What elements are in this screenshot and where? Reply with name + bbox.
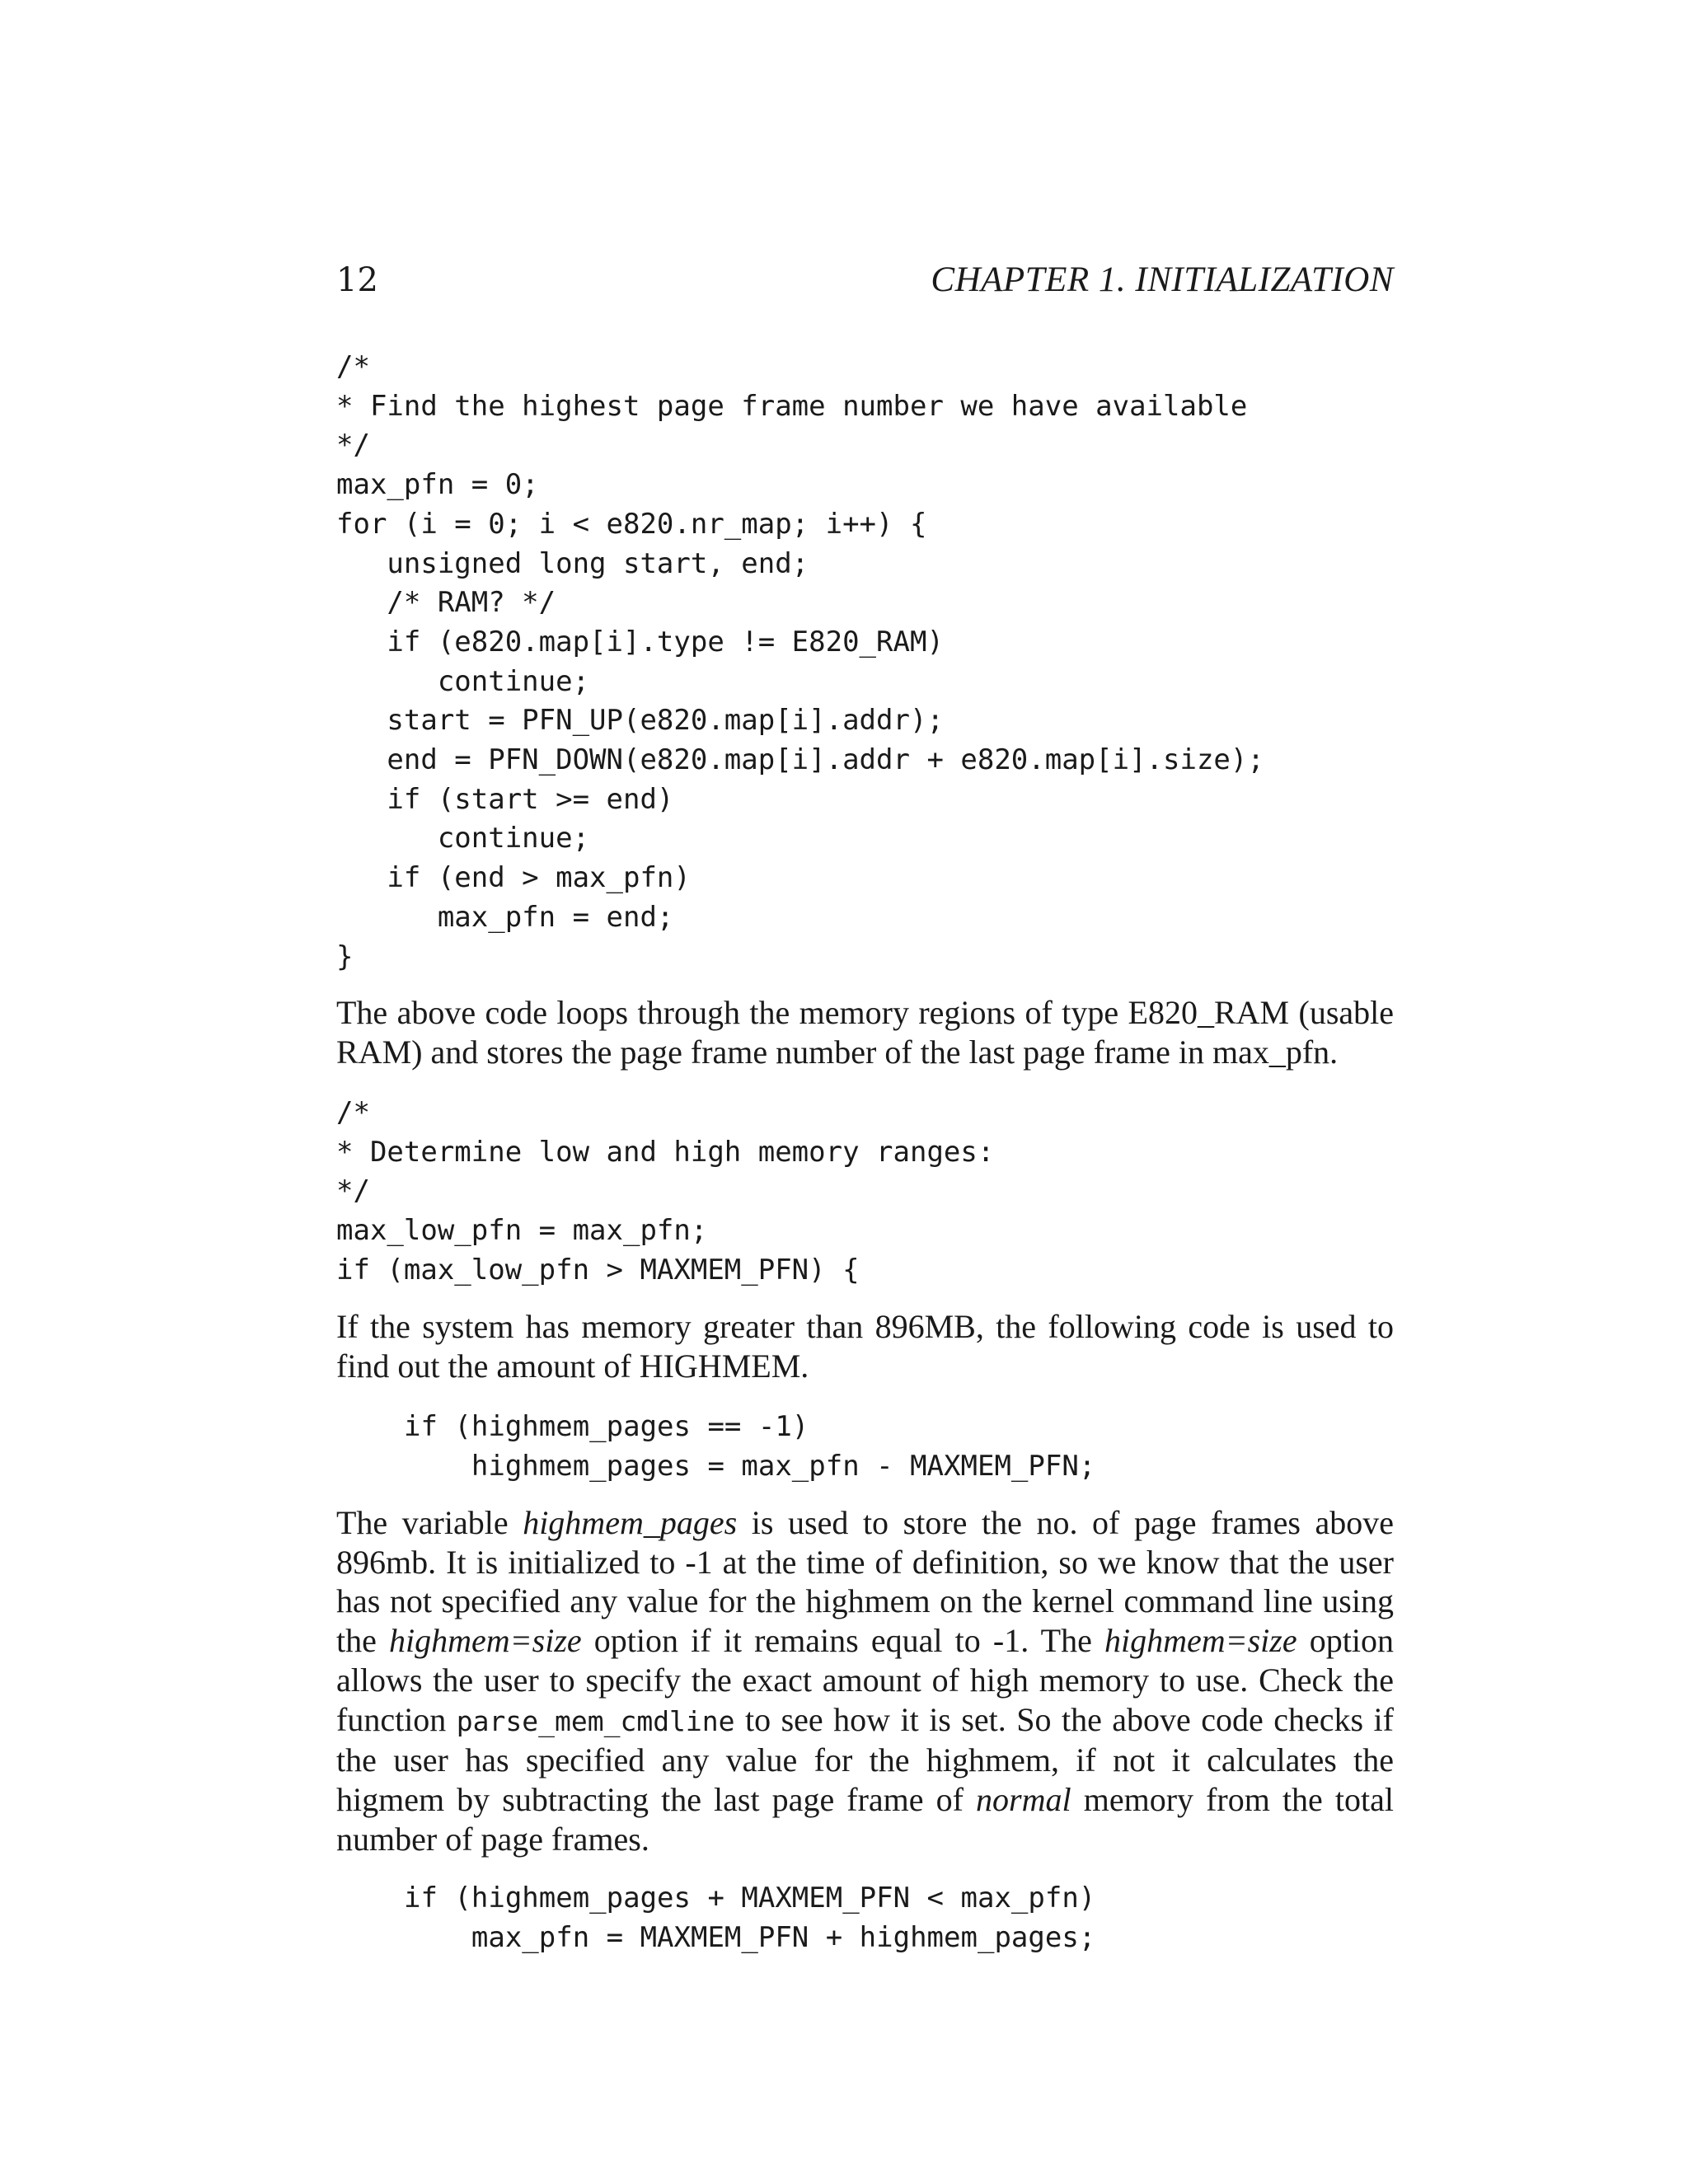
code-line: if (highmem_pages + MAXMEM_PFN < max_pfn) (404, 1882, 1096, 1915)
code-line: /* RAM? */ (336, 586, 556, 620)
code-line: max_pfn = 0; (336, 468, 539, 502)
emphasis-highmem-size: highmem=size (389, 1622, 582, 1660)
paragraph-e820-loop: The above code loops through the memory regions of type E820_RAM (usable RAM) and stores the page frame number of the last page frame in max_pfn. (336, 994, 1394, 1071)
code-line: continue; (336, 822, 590, 855)
code-line: max_pfn = MAXMEM_PFN + highmem_pages; (404, 1920, 1096, 1954)
emphasis-highmem-pages: highmem_pages (523, 1504, 738, 1541)
paragraph-highmem-variable: The variable highmem_pages is used to store the no. of page frames above 896mb. It is initialized to -1 at the time of definition, so we know that the user has not specified any value for the highmem on the kernel command line using the highmem=size option if it remains equal to -1. The highmem=size option allows the user to specify the exact amount of high memory to use. Check the function parse_mem_cmdline to see how it is set. So the above code checks if the user has specified any value for the highmem, if not it calculates the higmem by subtracting the last page frame of normal memory from the total number of page frames. (336, 1504, 1394, 1858)
code-line: start = PFN_UP(e820.map[i].addr); (336, 704, 944, 738)
code-block-find-max-pfn (336, 348, 1264, 977)
code-line: * Determine low and high memory ranges: (336, 1135, 995, 1169)
code-line: highmem_pages = max_pfn - MAXMEM_PFN; (404, 1449, 1096, 1483)
code-line: * Find the highest page frame number we have available (336, 389, 1248, 423)
code-line: max_low_pfn = max_pfn; (336, 1214, 708, 1248)
code-block-low-high-memory (336, 1094, 994, 1291)
function-name-parse-mem-cmdline: parse_mem_cmdline (456, 1704, 735, 1737)
code-line: unsigned long start, end; (336, 546, 809, 580)
code-line: if (max_low_pfn > MAXMEM_PFN) { (336, 1253, 860, 1286)
code-line: end = PFN_DOWN(e820.map[i].addr + e820.map[i].size); (336, 743, 1264, 777)
code-line: */ (336, 1174, 370, 1208)
code-line: for (i = 0; i < e820.nr_map; i++) { (336, 507, 927, 541)
code-block-cap-max-pfn (404, 1879, 1095, 1957)
code-line: } (336, 940, 354, 973)
code-line: */ (336, 429, 370, 462)
chapter-title: CHAPTER 1. INITIALIZATION (931, 260, 1394, 299)
emphasis-highmem-size: highmem=size (1104, 1622, 1297, 1660)
running-header (336, 255, 1394, 305)
code-line: continue; (336, 664, 590, 698)
code-line: /* (336, 350, 370, 383)
code-line: max_pfn = end; (336, 900, 674, 934)
code-line: if (end > max_pfn) (336, 861, 691, 895)
page-number: 12 (336, 261, 378, 299)
emphasis-normal: normal (976, 1780, 1071, 1818)
code-line: if (highmem_pages == -1) (404, 1410, 809, 1443)
code-line: if (e820.map[i].type != E820_RAM) (336, 625, 944, 658)
code-line: /* (336, 1096, 370, 1129)
paragraph-highmem-intro: If the system has memory greater than 896MB, the following code is used to find out the amount of HIGHMEM. (336, 1308, 1394, 1385)
code-line: if (start >= end) (336, 782, 674, 816)
document-page (336, 0, 1394, 2184)
code-block-highmem-pages (404, 1408, 1095, 1486)
